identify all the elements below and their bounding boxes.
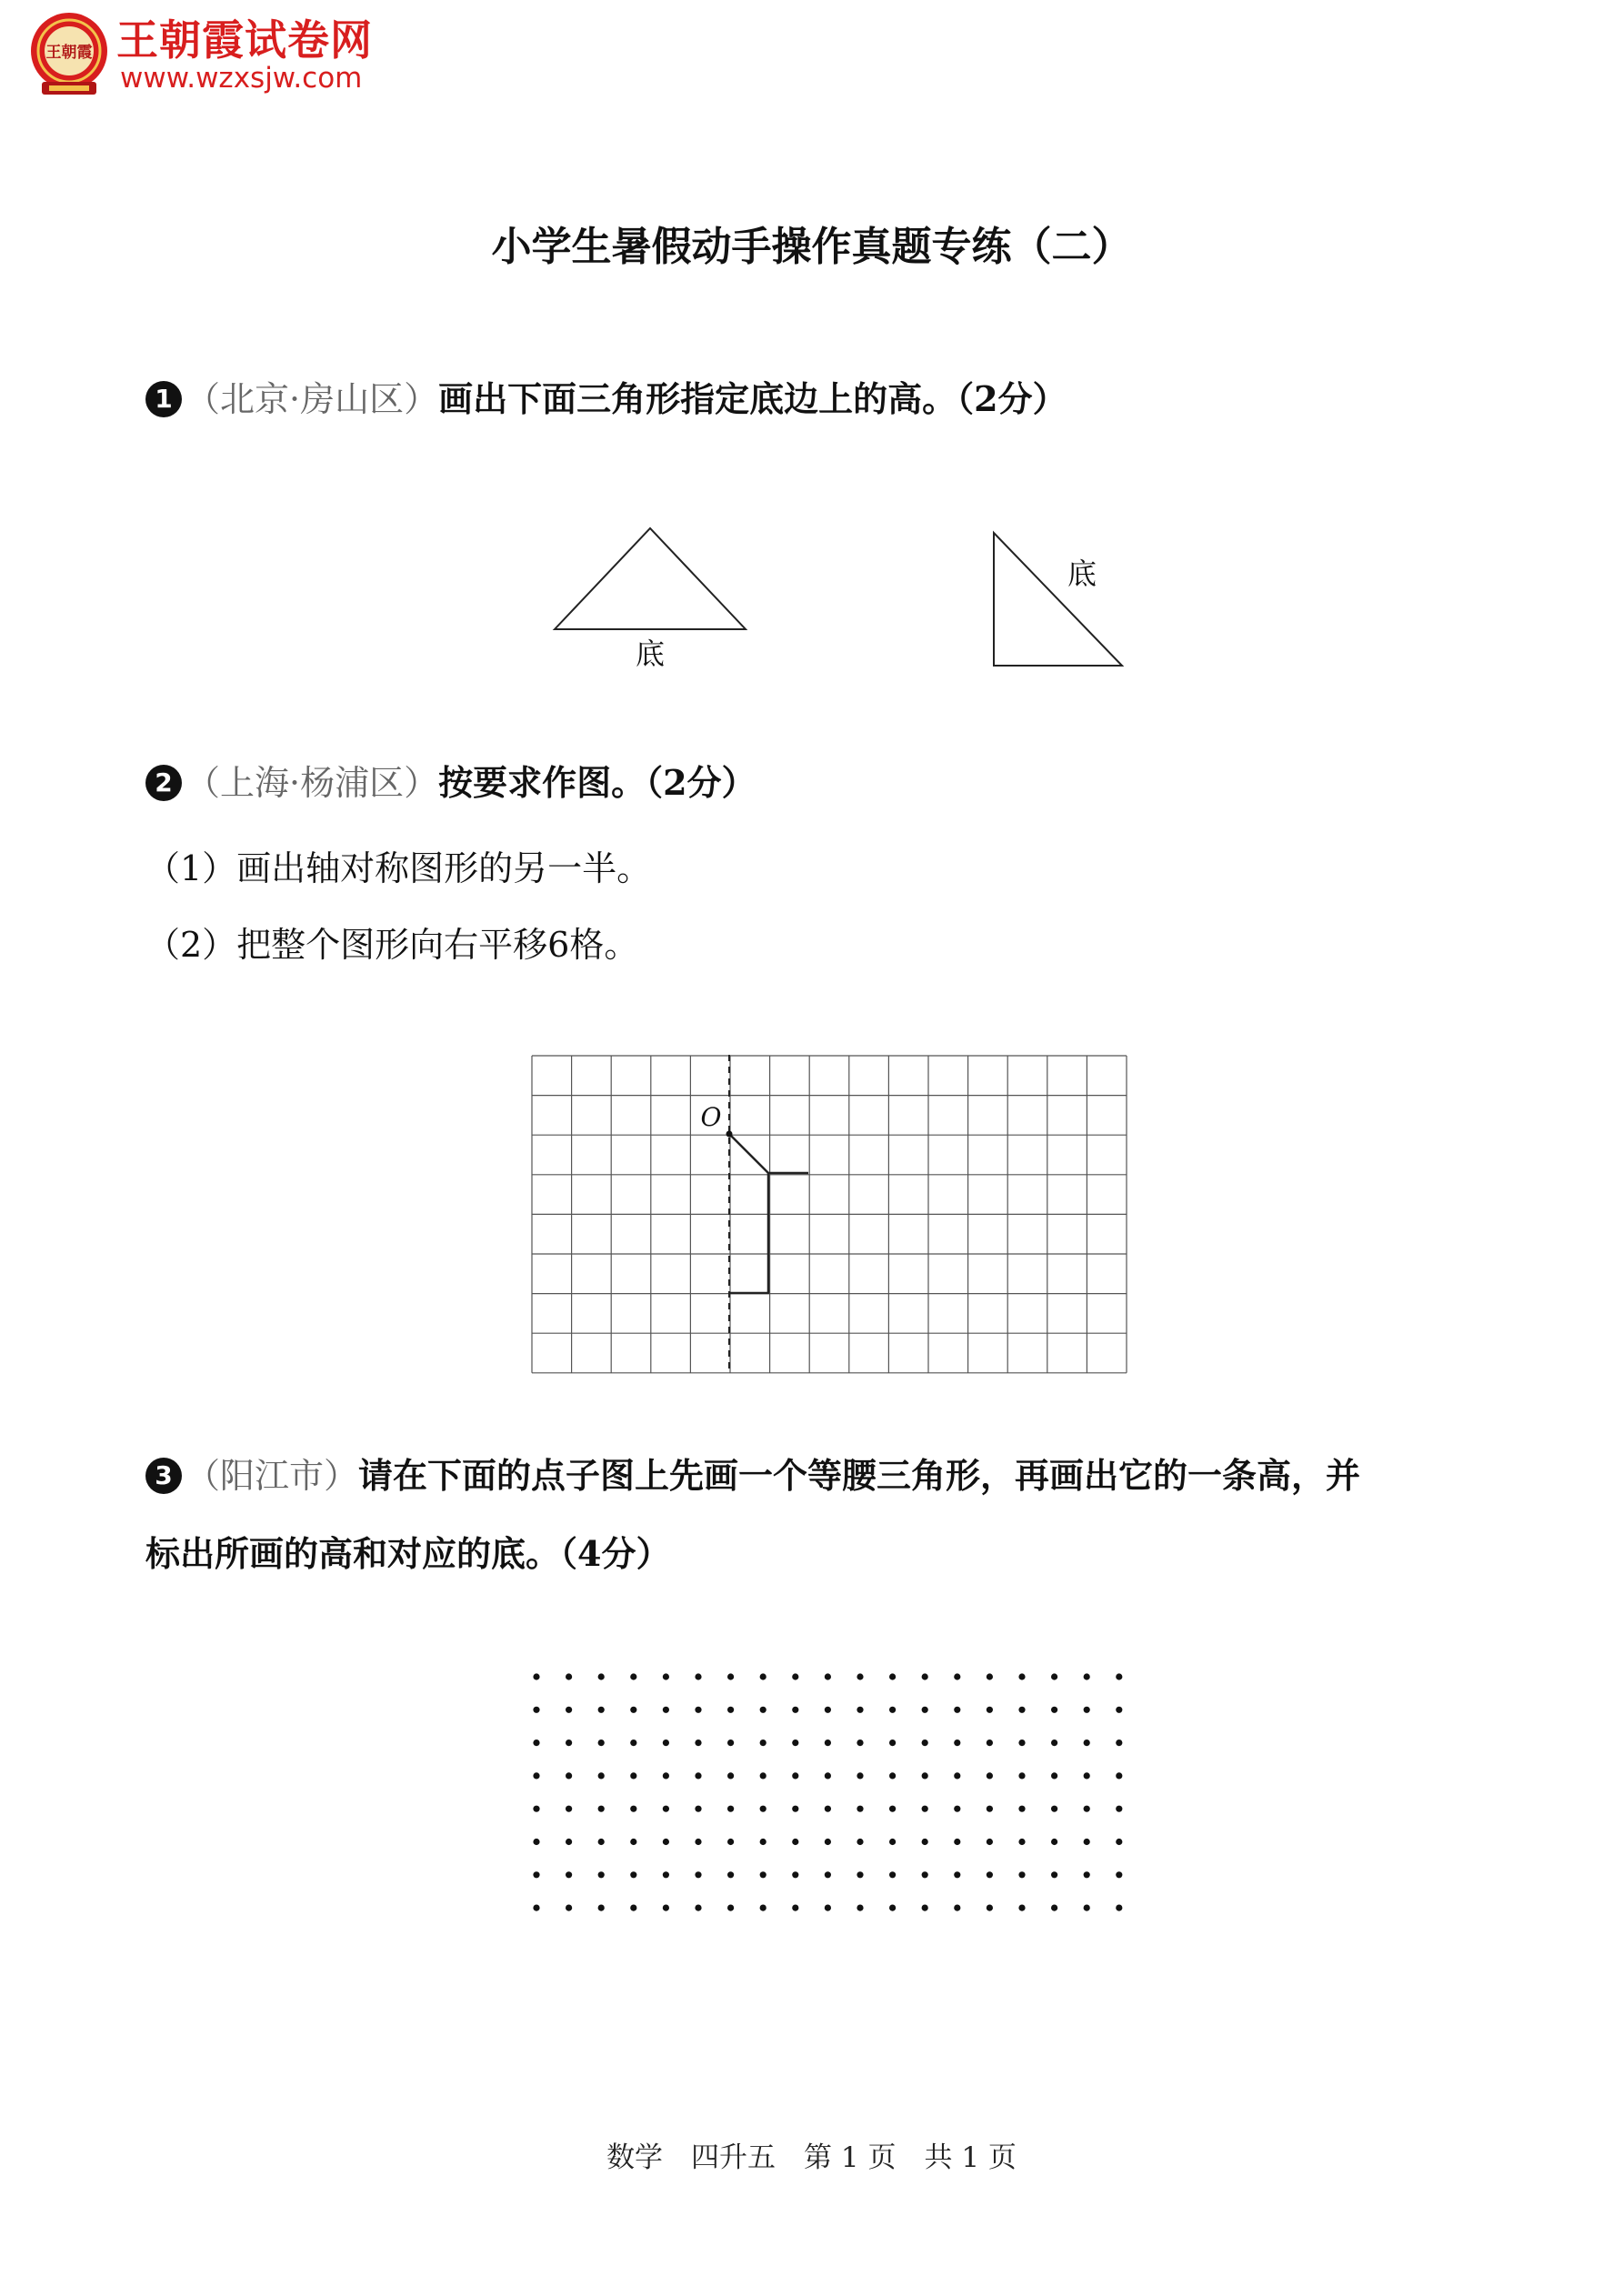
grid-dot — [1018, 1871, 1025, 1878]
base-label-right: 底 — [1067, 556, 1097, 591]
grid-dot — [1116, 1871, 1122, 1878]
grid-dot — [695, 1772, 701, 1779]
grid-dot — [1018, 1839, 1025, 1845]
grid-dot — [1018, 1772, 1025, 1779]
grid-dot — [566, 1707, 572, 1713]
grid-dot — [922, 1673, 928, 1679]
grid-dot — [1084, 1905, 1090, 1911]
grid-dot — [695, 1740, 701, 1746]
grid-dot — [857, 1839, 863, 1845]
grid-dot — [954, 1839, 960, 1845]
grid-dot — [1051, 1772, 1057, 1779]
grid-dot — [889, 1740, 896, 1746]
grid-dot — [922, 1806, 928, 1812]
point-o — [726, 1131, 733, 1138]
grid-dot — [922, 1871, 928, 1878]
grid-dot — [954, 1740, 960, 1746]
grid-dot — [566, 1772, 572, 1779]
grid-dot — [695, 1871, 701, 1878]
grid-dot — [1116, 1905, 1122, 1911]
grid-dot — [727, 1871, 734, 1878]
grid-dot — [1116, 1772, 1122, 1779]
grid-dot — [533, 1905, 539, 1911]
grid-dot — [533, 1871, 539, 1878]
question-source: （上海·杨浦区） — [185, 763, 439, 803]
grid-dot — [760, 1871, 766, 1878]
grid-dot — [598, 1740, 605, 1746]
question-prompt: 按要求作图。（2分） — [438, 762, 756, 803]
grid-dot — [663, 1673, 669, 1679]
grid-dot — [1116, 1740, 1122, 1746]
grid-dot — [1051, 1871, 1057, 1878]
grid-dot — [889, 1839, 896, 1845]
grid-dot — [987, 1740, 993, 1746]
question-3-continued: 标出所画的高和对应的底。（4分） — [145, 1533, 671, 1574]
grid-dot — [1084, 1707, 1090, 1713]
grid-dot — [760, 1806, 766, 1812]
grid-dot — [987, 1905, 993, 1911]
grid-dot — [954, 1806, 960, 1812]
question-2 — [145, 762, 756, 805]
grid-dot — [792, 1707, 798, 1713]
question-source: （北京·房山区） — [185, 379, 439, 419]
grid-dot — [987, 1839, 993, 1845]
grid-dot — [663, 1905, 669, 1911]
grid-dot — [792, 1772, 798, 1779]
grid-dot — [792, 1673, 798, 1679]
grid-dot — [630, 1740, 636, 1746]
grid-dot — [760, 1740, 766, 1746]
grid-dot — [1018, 1673, 1025, 1679]
grid-dot — [1051, 1707, 1057, 1713]
grid-dot — [695, 1839, 701, 1845]
grid-dot — [1084, 1839, 1090, 1845]
grid-dot — [792, 1806, 798, 1812]
grid-dot — [1051, 1806, 1057, 1812]
grid-dot — [630, 1707, 636, 1713]
question-number-badge: 3 — [145, 1458, 182, 1494]
question-prompt: 请在下面的点子图上先画一个等腰三角形，再画出它的一条高，并 — [358, 1455, 1361, 1496]
grid-dot — [889, 1673, 896, 1679]
grid-dot — [857, 1740, 863, 1746]
grid-dot — [663, 1707, 669, 1713]
grid-dot — [1084, 1673, 1090, 1679]
grid-dot — [1116, 1673, 1122, 1679]
question-1 — [145, 378, 1067, 421]
grid-dot — [922, 1905, 928, 1911]
grid-dot — [1018, 1740, 1025, 1746]
grid-dot — [922, 1772, 928, 1779]
grid-dot — [598, 1871, 605, 1878]
grid-dot — [566, 1673, 572, 1679]
point-o-label: O — [700, 1102, 722, 1132]
grid-dot — [857, 1806, 863, 1812]
grid-dot — [598, 1905, 605, 1911]
grid-dot — [760, 1905, 766, 1911]
grid-dot — [825, 1772, 831, 1779]
triangle-left — [555, 528, 746, 629]
question-number-badge: 1 — [145, 381, 182, 417]
grid-dot — [987, 1707, 993, 1713]
grid-dot — [663, 1871, 669, 1878]
grid-dot — [922, 1839, 928, 1845]
grid-dot — [760, 1707, 766, 1713]
grid-dot — [630, 1871, 636, 1878]
grid-dot — [857, 1707, 863, 1713]
grid-dot — [727, 1707, 734, 1713]
grid-dot — [533, 1673, 539, 1679]
seal-logo-icon — [27, 9, 111, 100]
grid-dot — [889, 1772, 896, 1779]
grid-dot — [1051, 1740, 1057, 1746]
page-footer: 数学 四升五 第 1 页 共 1 页 — [606, 2141, 1017, 2174]
grid-dot — [954, 1871, 960, 1878]
grid-dot — [1018, 1707, 1025, 1713]
grid-dot — [1051, 1673, 1057, 1679]
grid-dot — [857, 1772, 863, 1779]
question-prompt: 画出下面三角形指定底边上的高。（2分） — [438, 378, 1067, 419]
grid-dot — [760, 1839, 766, 1845]
grid-dot — [954, 1707, 960, 1713]
logo-text: 王朝霞 — [45, 44, 93, 62]
grid-dot — [598, 1806, 605, 1812]
grid-dot — [1084, 1772, 1090, 1779]
grid-dot — [663, 1839, 669, 1845]
grid-dot — [987, 1871, 993, 1878]
grid-dot — [825, 1740, 831, 1746]
grid-dot — [792, 1905, 798, 1911]
grid-dot — [663, 1740, 669, 1746]
page-title: 小学生暑假动手操作真题专练（二） — [491, 224, 1132, 270]
grid-dot — [857, 1673, 863, 1679]
grid-dot — [889, 1806, 896, 1812]
grid-dot — [1018, 1806, 1025, 1812]
grid-dot — [987, 1806, 993, 1812]
grid-dot — [760, 1673, 766, 1679]
grid-dot — [825, 1806, 831, 1812]
grid-dot — [727, 1839, 734, 1845]
grid-dot — [1018, 1905, 1025, 1911]
triangle-right — [994, 533, 1122, 666]
grid-dot — [825, 1673, 831, 1679]
grid-dot — [825, 1707, 831, 1713]
subitem-2: （2）把整个图形向右平移6格。 — [145, 925, 639, 965]
grid-dot — [566, 1839, 572, 1845]
square-grid — [531, 1055, 1127, 1376]
grid-dot — [598, 1673, 605, 1679]
grid-dot — [889, 1871, 896, 1878]
grid-lines — [532, 1056, 1127, 1373]
grid-dot — [533, 1772, 539, 1779]
grid-dot — [695, 1905, 701, 1911]
half-figure — [729, 1134, 808, 1293]
grid-dot — [1051, 1839, 1057, 1845]
grid-dot — [630, 1772, 636, 1779]
grid-dot — [598, 1839, 605, 1845]
grid-dot — [727, 1673, 734, 1679]
grid-dot — [825, 1839, 831, 1845]
grid-dot — [1051, 1905, 1057, 1911]
grid-dot — [727, 1905, 734, 1911]
grid-dot — [760, 1772, 766, 1779]
grid-dot — [889, 1707, 896, 1713]
brand-name: 王朝霞试卷网 — [116, 15, 373, 65]
question-number-badge: 2 — [145, 765, 182, 801]
grid-dot — [533, 1806, 539, 1812]
grid-dot — [922, 1707, 928, 1713]
grid-dot — [695, 1673, 701, 1679]
grid-dot — [954, 1905, 960, 1911]
grid-dot — [630, 1839, 636, 1845]
grid-dot — [533, 1839, 539, 1845]
grid-dot — [1084, 1806, 1090, 1812]
grid-dot — [1084, 1740, 1090, 1746]
grid-dot — [792, 1839, 798, 1845]
grid-dot — [954, 1673, 960, 1679]
question-source: （阳江市） — [185, 1456, 359, 1496]
grid-dot — [857, 1871, 863, 1878]
grid-dot — [954, 1772, 960, 1779]
grid-dot — [630, 1806, 636, 1812]
grid-dot — [792, 1871, 798, 1878]
brand-url[interactable]: www.wzxsjw.com — [120, 62, 363, 95]
grid-dot — [727, 1740, 734, 1746]
grid-dot — [630, 1673, 636, 1679]
grid-dot — [825, 1871, 831, 1878]
grid-dot — [598, 1772, 605, 1779]
base-label-left: 底 — [635, 637, 666, 671]
question-3 — [145, 1455, 1360, 1498]
grid-dot — [1116, 1839, 1122, 1845]
grid-dot — [987, 1673, 993, 1679]
triangle-figures — [0, 509, 1623, 682]
grid-dot — [566, 1871, 572, 1878]
grid-dot — [598, 1707, 605, 1713]
grid-dot — [792, 1740, 798, 1746]
dot-grid — [527, 1668, 1127, 1940]
grid-dot — [695, 1707, 701, 1713]
grid-dot — [566, 1740, 572, 1746]
grid-dot — [695, 1806, 701, 1812]
grid-dot — [566, 1806, 572, 1812]
grid-dot — [630, 1905, 636, 1911]
grid-dot — [1116, 1806, 1122, 1812]
subitem-1: （1）画出轴对称图形的另一半。 — [145, 848, 652, 888]
grid-dot — [533, 1707, 539, 1713]
grid-dot — [727, 1806, 734, 1812]
grid-dot — [663, 1806, 669, 1812]
grid-dot — [663, 1772, 669, 1779]
grid-dot — [857, 1905, 863, 1911]
grid-dot — [1084, 1871, 1090, 1878]
grid-dot — [566, 1905, 572, 1911]
grid-dot — [1116, 1707, 1122, 1713]
grid-dot — [533, 1740, 539, 1746]
grid-dot — [825, 1905, 831, 1911]
grid-dot — [922, 1740, 928, 1746]
grid-dot — [889, 1905, 896, 1911]
grid-dot — [987, 1772, 993, 1779]
grid-dot — [727, 1772, 734, 1779]
